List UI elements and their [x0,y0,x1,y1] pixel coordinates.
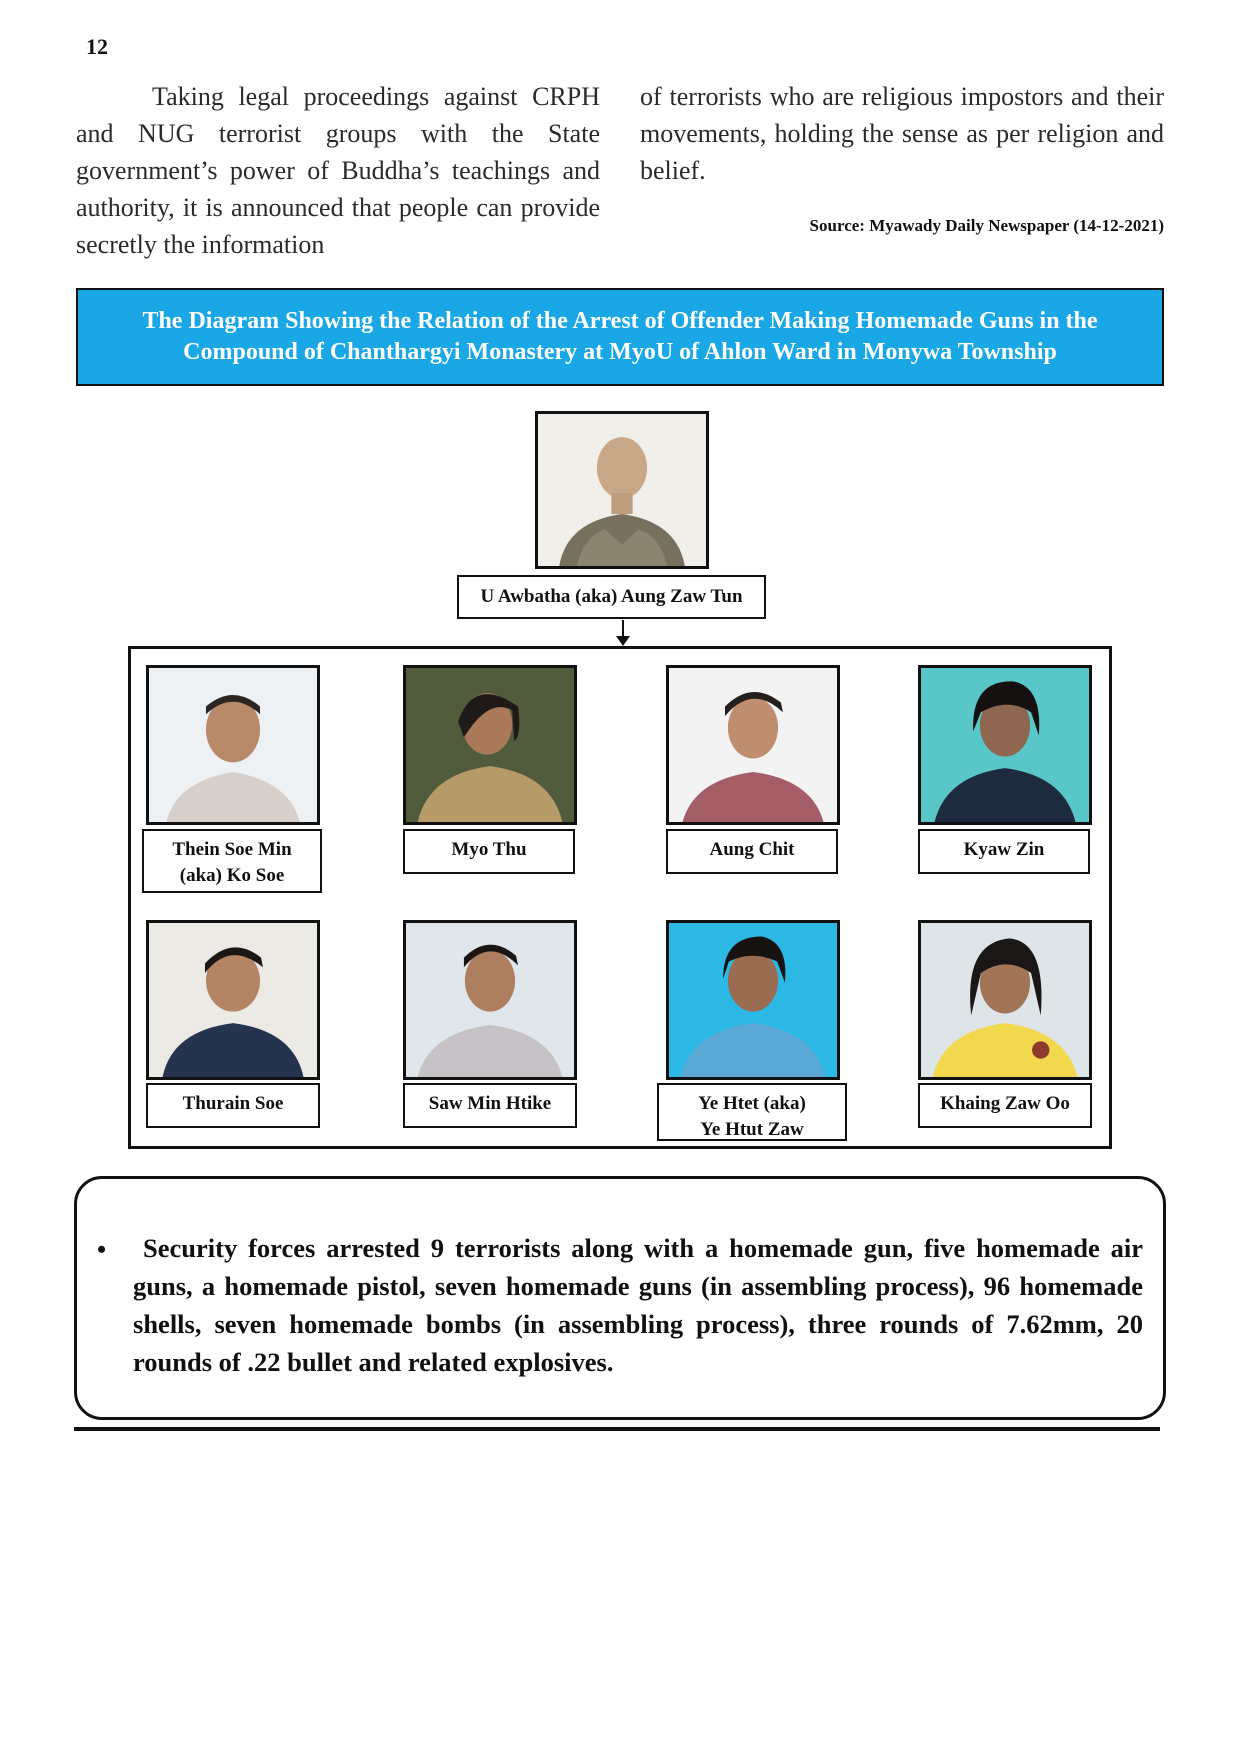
leader-name-label [457,575,766,619]
member-name-line-1: Thurain Soe [182,1093,284,1114]
diagram-title-line-1: The Diagram Showing the Relation of the Arrest of Offender Making Homemade Guns in the [142,308,1098,334]
diagram-title [100,306,1140,368]
member-name-line-1: Kyaw Zin [963,839,1045,860]
diagram-title-banner [76,288,1164,386]
summary-text: Security forces arrested 9 terrorists along with a homemade gun, five homemade air guns, a homemade pistol, seven homemade guns (in assembling process), 96 homemade shells, seven homemade bombs (in assembling process), three rounds of 7.62mm, 20 rounds of .22 bullet and related explosives. [133,1233,1143,1377]
member-photo [403,920,577,1080]
member-name-line-1: Myo Thu [451,839,527,860]
member-photo [666,665,840,825]
leader-photo [535,411,709,569]
source-citation: Source: Myawady Daily Newspaper (14-12-2021) [809,216,1164,235]
member-name-label [403,829,575,874]
member-name-line-1: Saw Min Htike [428,1093,552,1114]
intro-paragraph-right: of terrorists who are religious impostors and their movements, holding the sense as per religion and belief. [640,82,1164,185]
intro-paragraph-left: Taking legal proceedings against CRPH and NUG terrorist groups with the State government’s power of Buddha’s teachings and authority, it is announced that people can provide secretly the information [76,82,600,259]
bottom-rule [74,1427,1160,1431]
member-name-label [403,1083,577,1128]
member-photo [666,920,840,1080]
page-number: 12 [86,34,108,59]
member-photo [403,665,577,825]
member-photo [146,920,320,1080]
leader-name: U Awbatha (aka) Aung Zaw Tun [480,586,743,607]
member-name-line-2: (aka) Ko Soe [179,865,285,886]
member-name-line-1: Khaing Zaw Oo [940,1093,1070,1114]
member-name-label [146,1083,320,1128]
member-name-label [142,829,322,893]
member-photo [146,665,320,825]
member-name-line-1: Ye Htet (aka) [698,1093,806,1114]
member-name-line-2: Ye Htut Zaw [700,1119,804,1140]
member-name-label [657,1083,847,1141]
member-name-line-1: Thein Soe Min [172,839,292,860]
member-name-line-1: Aung Chit [709,839,795,860]
arrow-down-icon [616,636,630,646]
bullet-icon: • [97,1235,107,1264]
member-name-label [918,1083,1092,1128]
member-name-label [918,829,1090,874]
diagram-title-line-2: Compound of Chanthargyi Monastery at MyoU of Ahlon Ward in Monywa Township [183,339,1057,365]
member-name-label [666,829,838,874]
member-photo [918,920,1092,1080]
summary-box [74,1176,1166,1420]
member-photo [918,665,1092,825]
